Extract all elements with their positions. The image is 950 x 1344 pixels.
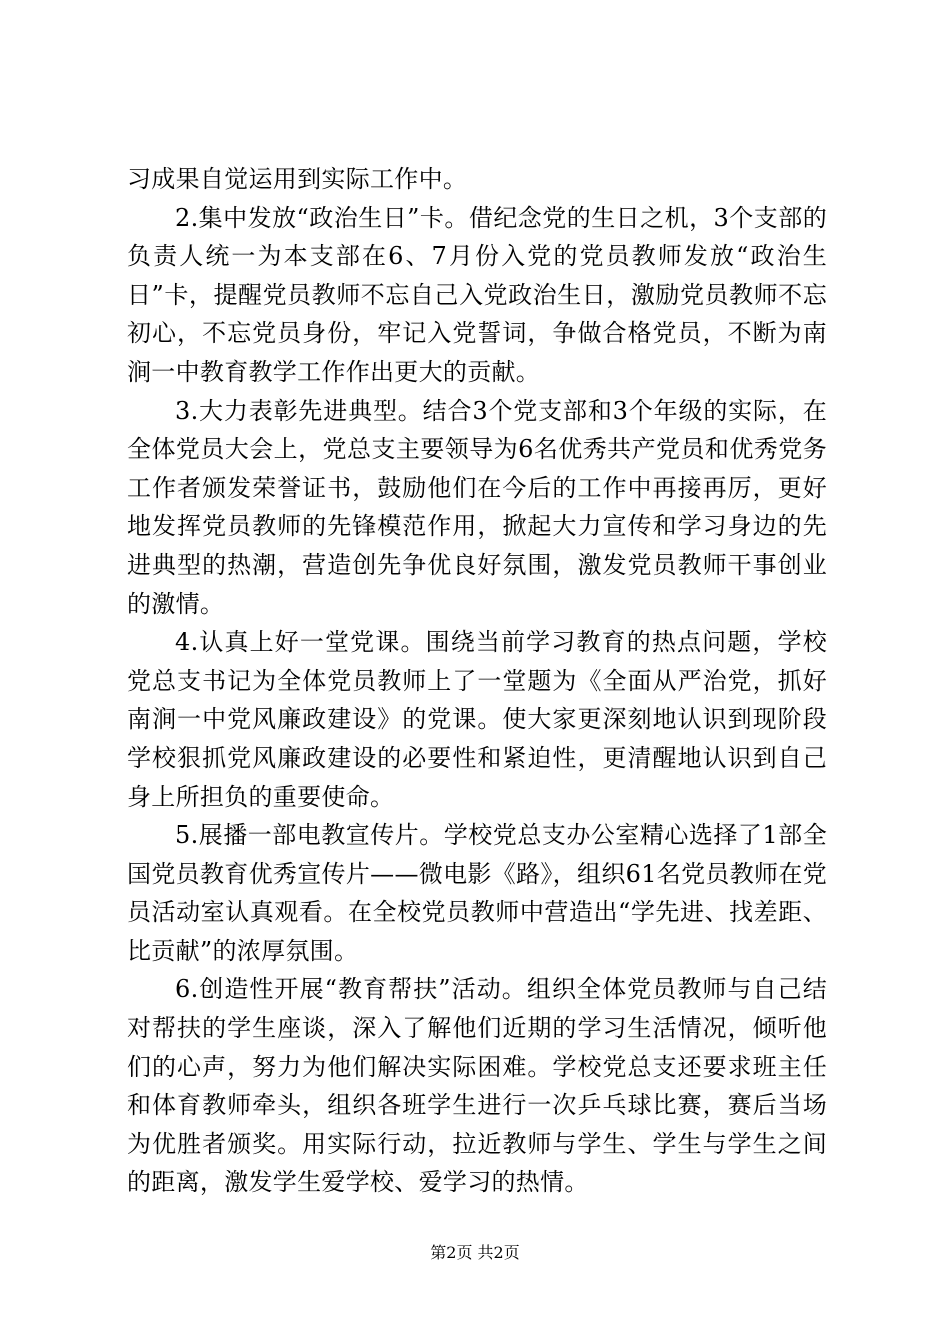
paragraph-5: 5.展播一部电教宣传片。学校党总支办公室精心选择了1部全国党员教育优秀宣传片——微电影《路》，组织61名党员教师在党员活动室认真观看。在全校党员教师中营造出“学先进、找差距、比贡献”的浓厚氛围。 <box>127 821 827 965</box>
paragraph-3: 3.大力表彰先进典型。结合3个党支部和3个年级的实际，在全体党员大会上，党总支主要领导为6名优秀共产党员和优秀党务工作者颁发荣誉证书，鼓励他们在今后的工作中再接再厉，更好地发挥党员教师的先锋模范作用，掀起大力宣传和学习身边的先进典型的热潮，营造创先争优良好氛围，激发党员教师干事创业的激情。 <box>127 396 827 618</box>
page-number-label: 第2页 共2页 <box>430 1243 520 1262</box>
paragraph-1: 习成果自觉运用到实际工作中。 <box>127 165 468 193</box>
paragraph-6: 6.创造性开展“教育帮扶”活动。组织全体党员教师与自己结对帮扶的学生座谈，深入了解他们近期的学习生活情况，倾听他们的心声，努力为他们解决实际困难。学校党总支还要求班主任和体育教师牵头，组织各班学生进行一次乒乓球比赛，赛后当场为优胜者颁奖。用实际行动，拉近教师与学生、学生与学生之间的距离，激发学生爱学校、爱学习的热情。 <box>127 975 827 1197</box>
page-footer <box>0 1242 950 1264</box>
paragraph-2: 2.集中发放“政治生日”卡。借纪念党的生日之机，3个支部的负责人统一为本支部在6、7月份入党的党员教师发放“政治生日”卡，提醒党员教师不忘自己入党政治生日，激励党员教师不忘初心，不忘党员身份，牢记入党誓词，争做合格党员，不断为南涧一中教育教学工作作出更大的贡献。 <box>127 203 827 386</box>
document-body <box>127 160 827 1202</box>
paragraph-4: 4.认真上好一堂党课。围绕当前学习教育的热点问题，学校党总支书记为全体党员教师上了一堂题为《全面从严治党，抓好南涧一中党风廉政建设》的党课。使大家更深刻地认识到现阶段学校狠抓党风廉政建设的必要性和紧迫性，更清醒地认识到自己身上所担负的重要使命。 <box>127 628 827 811</box>
